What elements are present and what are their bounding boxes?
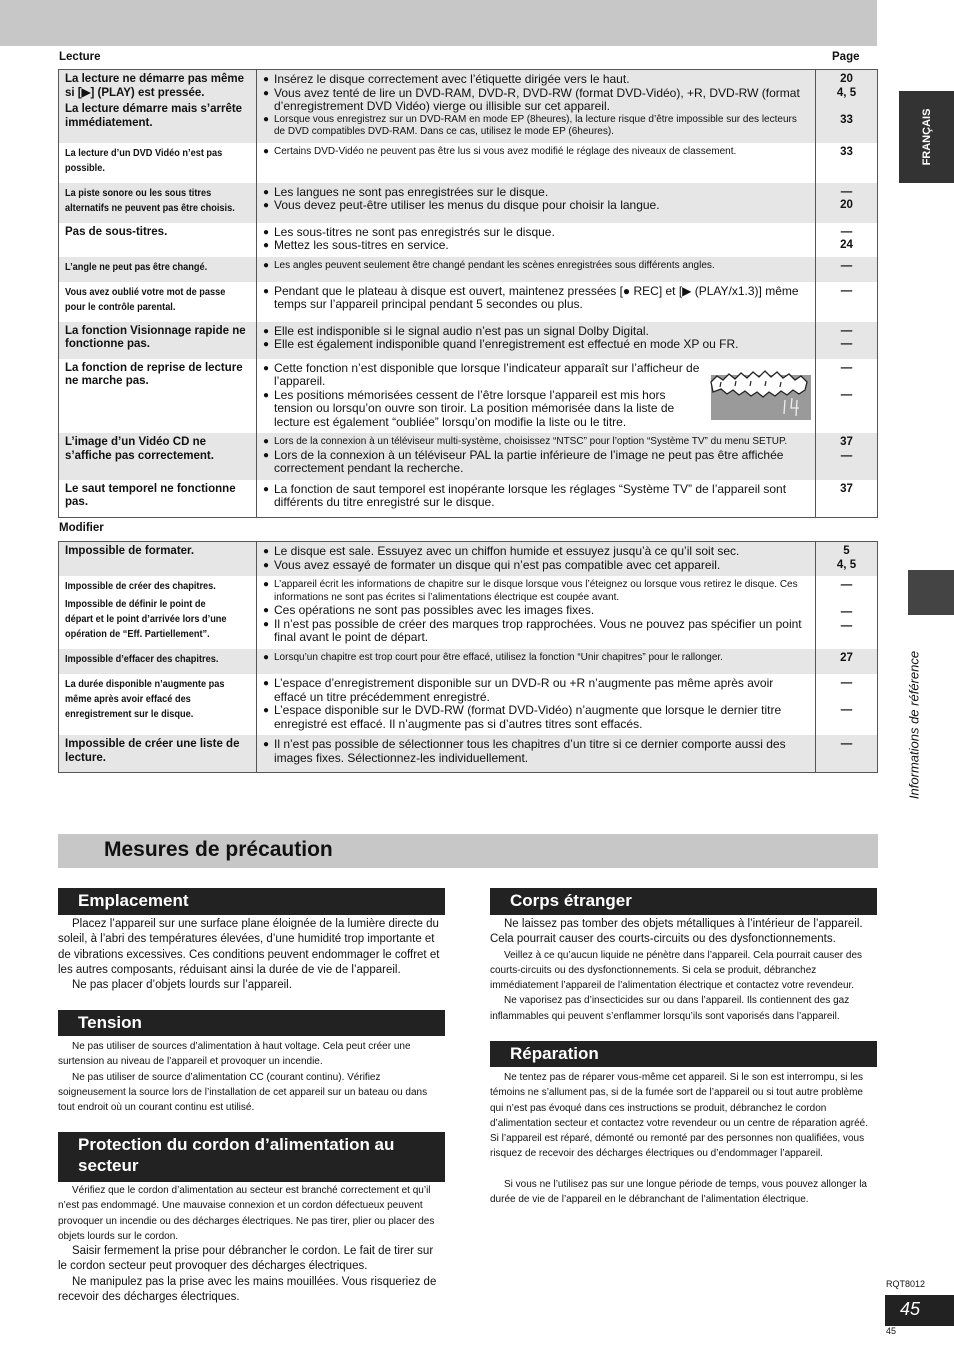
problem-text: Pas de sous-titres. [65,225,168,238]
heading-reparation: Réparation [490,1041,877,1067]
solution-item: ● Les angles peuvent seulement être changé pendant les scènes enregistrées sous différents angles. [263,260,809,273]
problem-cell [65,677,235,722]
problem-text: Impossible de créer des chapitres. [65,581,216,592]
page-reference: — [840,185,853,198]
page-reference: — [840,704,853,716]
page-reference: — [840,259,853,272]
problem-cell [65,362,250,389]
precautions-title: Mesures de précaution [104,838,333,861]
language-label: FRANÇAIS [920,108,933,166]
solution-list [263,325,809,352]
solution-item: ● Vous devez peut-être utiliser les menus du disque pour choisir la langue. [263,199,809,213]
solution-list [263,146,809,159]
table-row [59,322,878,359]
problem-cell [65,483,250,510]
solution-item: ● Mettez les sous-titres en service. [263,239,809,253]
paragraph: Veillez à ce qu’aucun liquide ne pénètre dans l’appareil. Cela pourrait causer des courts-circuits ou des dysfonctionnements. Si cela se produit, débranchez immédiatement l’appareil de l’alimentation électrique et contactez votre revendeur. [490,949,863,992]
table-row [59,143,878,183]
solution-item: ● Elle est également indisponible quand l’enregistrement est effectué en mode XP ou FR. [263,338,809,352]
problem-text: Le saut temporel ne fonctionne pas. [65,482,236,508]
paragraph: Ne laissez pas tomber des objets métalliques à l’intérieur de l’appareil. Cela pourrait causer des courts-circuits ou des dysfonctionnements. [490,918,863,946]
table-row [59,282,878,322]
problem-cell [65,285,235,315]
problem-text: L’angle ne peut pas être changé. [65,261,208,273]
paragraph: Ne tentez pas de réparer vous-même cet appareil. Si le son est interrompu, si les témoins ne s’allument pas, si de la fumée sort de l’appareil ou si tout autre problème qui n’est pas évoqué dans ces instructions se produit, débranchez le cordon d’alimentation secteur et contactez votre revendeur ou un centre de réparation agréé. Si l’appareil est réparé, démonté ou remonté par des personnes non qualifiées, vous risquez de recevoir des décharges électriques ou d’endommager l’appareil. [490,1072,869,1160]
heading-corps-etranger: Corps étranger [490,888,877,915]
heading-tension: Tension [58,1010,445,1036]
page-reference: 5 [843,545,850,557]
page-reference: — [840,388,853,401]
problem-cell [65,325,250,352]
section-side-label: Informations de référence [906,650,922,800]
solution-item: ● Il n’est pas possible de sélectionner tous les chapitres d’un titre si ce dernier comporte aussi des images fixes. Sélectionnez-les individuellement. [263,738,809,765]
paragraphs-reparation [490,1070,875,1207]
problem-text: La fonction de reprise de lecture ne marche pas. [65,361,243,387]
problem-cell [65,73,250,130]
page-reference: — [840,361,853,374]
solution-list [263,226,809,253]
solution-item: ● Certains DVD-Vidéo ne peuvent pas être lus si vous avez modifié le réglage des niveaux de classement. [263,146,809,159]
problem-text: La fonction Visionnage rapide ne fonctionne pas. [65,324,246,350]
lecture-troubleshooting-table [58,69,878,518]
problem-text: L’image d’un Vidéo CD ne s’affiche pas correctement. [65,436,214,462]
page-reference: — [840,225,853,238]
problem-cell [65,146,235,176]
page-reference: 20 [840,199,853,211]
solution-item: ● Les sous-titres ne sont pas enregistrés sur le disque. [263,226,809,240]
solution-item: ● Vous avez tenté de lire un DVD-RAM, DVD-R, DVD-RW (format DVD-Vidéo), +R, DVD-RW (format d’enregistrement DVD Vidéo) vierge ou illisible sur cet appareil. [263,87,809,114]
problem-text: La durée disponible n’augmente pas même après avoir effacé des enregistrement sur le disque. [65,679,225,720]
page-reference: 4, 5 [836,558,857,571]
solution-item: ● Elle est indisponible si le signal audio n’est pas un signal Dolby Digital. [263,325,809,339]
solution-list [263,186,809,213]
paragraph: Placez l’appareil sur une surface plane éloignée de la lumière directe du soleil, à l’abri des températures élevées, d’une humidité trop importante et de vibrations excessives. Ces conditions peuvent endommager le coffret et les autres composants, réduisant ainsi la durée de vie de l’appareil. [58,918,440,976]
table-row [59,542,878,577]
paragraph: Ne pas utiliser de sources d’alimentation à haut voltage. Cela peut créer une surtension au niveau de l’appareil et provoquer un incendie. [58,1041,411,1068]
table-row [59,480,878,518]
solution-item: ● Lorsque vous enregistrez sur un DVD-RAM en mode EP (8heures), la lecture risque d’être impossible sur des lecteurs de DVD compatibles DVD-RAM. Dans ce cas, utilisez le mode EP (6heures). [263,114,809,139]
table-row [59,649,878,674]
page-reference: 37 [840,482,853,495]
page-reference: — [840,284,853,297]
problem-cell [65,652,235,667]
page-reference [822,691,871,705]
solution-item: ● L’espace disponible sur le DVD-RW (format DVD-Vidéo) n’augmente que lorsque le dernier titre enregistré est effacé. Il n’augmente pas si d’autres titres sont effacés. [263,704,809,731]
page-reference: 4, 5 [836,86,857,99]
page-reference: — [840,579,853,591]
solution-item: ● Ces opérations ne sont pas possibles avec les images fixes. [263,604,809,618]
precautions-title-bar [58,834,878,868]
paragraphs-emplacement [58,917,443,993]
table-row [59,70,878,143]
page-reference: 33 [840,113,853,126]
page-number-small: 45 [886,1326,897,1336]
solution-item: ● Pendant que le plateau à disque est ouvert, maintenez pressées [● REC] et [▶ (PLAY/x1.3)] même temps sur l’appareil principal pendant 5 secondes ou plus. [263,285,809,312]
solution-item: ● Les langues ne sont pas enregistrées sur le disque. [263,186,809,200]
solution-list [263,483,809,510]
page-reference [822,100,871,114]
page-reference: 20 [840,73,853,85]
page-reference [822,375,871,389]
page-reference: 33 [840,145,853,158]
problem-text: La lecture d’un DVD Vidéo n’est pas possible. [65,147,223,174]
solution-list [263,677,809,731]
problem-cell [65,738,250,765]
solution-list [263,579,809,645]
section-label-modifier: Modifier [59,522,104,534]
solution-item: ● Lors de la connexion à un téléviseur PAL la partie inférieure de l’image ne peut pas être affichée correctement pendant la recherche. [263,449,809,476]
solution-item: ● La fonction de saut temporel est inopérante lorsque les réglages “Système TV” de l’appareil sont différents du titre enregistré sur le disque. [263,483,809,510]
paragraphs-tension [58,1039,443,1115]
solution-item: ● Les positions mémorisées cessent de l’être lorsque l’appareil est mis hors tension ou lorsqu’on ouvre son tiroir. La position mémorisée dans la liste de lecture est également “oubliée” lorsqu’on modifie la liste ou le titre. [263,389,809,430]
solution-item: ● Cette fonction n’est disponible que lorsque l’indicateur apparaît sur l’afficheur de l’appareil. [263,362,809,389]
table-row [59,576,878,649]
solution-list [263,738,809,765]
paragraph: Saisir fermement la prise pour débrancher le cordon. Le fait de tirer sur le cordon secteur peut provoquer des décharges électriques. [58,1245,434,1273]
section-label-lecture: Lecture [59,51,101,63]
page-reference: 24 [840,239,853,251]
problem-text: La lecture démarre mais s’arrête immédiatement. [65,103,243,129]
solution-item: ● Insérez le disque correctement avec l’étiquette dirigée vers le haut. [263,73,809,87]
problem-cell [65,436,250,463]
page-number: 45 [900,1299,921,1319]
paragraph: Si vous ne l’utilisez pas sur une longue période de temps, vous pouvez allonger la durée de vie de l’appareil en le débranchant de l’alimentation électrique. [490,1178,867,1206]
problem-cell [65,260,235,275]
paragraphs-cordon [58,1183,443,1305]
solution-list [263,285,809,312]
solution-list [263,652,809,665]
page-reference: — [840,619,853,632]
paragraphs-corps-etranger [490,917,875,1024]
solution-list [263,73,809,139]
document-code: RQT8012 [886,1279,926,1289]
heading-emplacement: Emplacement [58,888,445,915]
solution-item: ● L’espace d’enregistrement disponible sur un DVD-R ou +R n’augmente pas même après avoir effacé un titre précédemment enregistré. [263,677,809,704]
table-row [59,257,878,282]
problem-text: Impossible d’effacer des chapitres. [65,654,219,665]
page-reference: 37 [840,436,853,448]
problem-text: Impossible de formater. [65,545,195,557]
header-band [0,0,877,46]
problem-text: La lecture ne démarre pas même si [▶] (PLAY) est pressée. [65,73,244,99]
problem-cell [65,545,250,559]
heading-cordon: Protection du cordon d’alimentation au secteur [58,1132,445,1182]
solution-item: ● Le disque est sale. Essuyez avec un chiffon humide et essuyez jusqu’à ce qu’il soit sec. [263,545,809,559]
page-reference: 27 [840,652,853,664]
table-row [59,223,878,257]
paragraph: Vérifiez que le cordon d’alimentation au secteur est branché correctement et qu’il n’est pas endommagé. Une mauvaise connexion et un cordon défectueux peuvent provoquer un incendie ou des décharges électriques. Ne pas tirer, plier ou placer des objets lourds sur le cordon. [58,1185,435,1242]
problem-text: La piste sonore ou les sous titres alternatifs ne peuvent pas être choisis. [65,187,235,214]
section-tab-marker [908,570,954,615]
page-reference: — [840,738,853,750]
solution-item: ● Vous avez essayé de formater un disque qui n’est pas compatible avec cet appareil. [263,559,809,573]
paragraph: Ne vaporisez pas d’insecticides sur ou dans l’appareil. Ils contiennent des gaz inflammables qui peuvent s’enflammer lorsqu’ils sont vaporisés dans l’appareil. [490,995,850,1022]
solution-list [263,362,809,430]
page-reference: — [840,324,853,337]
page-number-box [885,1295,954,1326]
solution-item: ● Il n’est pas possible de créer des marques trop rapprochées. Vous ne pouvez pas spécifier un point final avant le point de départ. [263,618,809,645]
page-column-label: Page [832,51,860,63]
page-reference: — [840,606,853,618]
page-reference: — [840,338,853,350]
solution-list [263,260,809,273]
problem-text: Impossible de créer une liste de lecture. [65,738,240,764]
paragraph: Ne pas utiliser de source d’alimentation CC (courant continu). Vérifiez soigneusement la source lors de l’installation de cet appareil sur un bateau ou dans tout endroit où un courant continu est utilisé. [58,1071,428,1114]
problem-text: Impossible de définir le point de départ et le point d’arrivée lors d’une opération de “Eff. Partiellement”. [65,599,227,640]
page-reference [822,593,871,607]
problem-cell [65,186,235,216]
problem-cell [65,226,250,240]
solution-list [263,545,809,572]
page-reference: — [840,677,853,689]
solution-item: ● Lors de la connexion à un téléviseur multi-système, choisissez “NTSC” pour l’option “Système TV” du menu SETUP. [263,436,809,449]
paragraph: Ne manipulez pas la prise avec les mains mouillées. Vous risqueriez de recevoir des décharges électriques. [58,1275,437,1304]
paragraph: Ne pas placer d’objets lourds sur l’appareil. [72,979,292,992]
solution-item: ● L’appareil écrit les informations de chapitre sur le disque lorsque vous l’éteignez ou lorsque vous retirez le disque. Ces informations ne sont pas écrites si l’alimentations électrique est coupée avant. [263,579,809,604]
page-reference: — [840,449,853,462]
table-row [59,183,878,223]
solution-item: ● Lorsqu’un chapitre est trop court pour être effacé, utilisez la fonction “Unir chapitres” pour le rallonger. [263,652,809,665]
problem-cell [65,579,235,642]
solution-list [263,436,809,476]
modifier-troubleshooting-table [58,541,878,773]
table-row [59,433,878,480]
table-row [59,359,878,434]
language-tab [899,91,954,183]
table-row [59,735,878,773]
table-row [59,674,878,735]
problem-text: Vous avez oublié votre mot de passe pour le contrôle parental. [65,286,226,313]
